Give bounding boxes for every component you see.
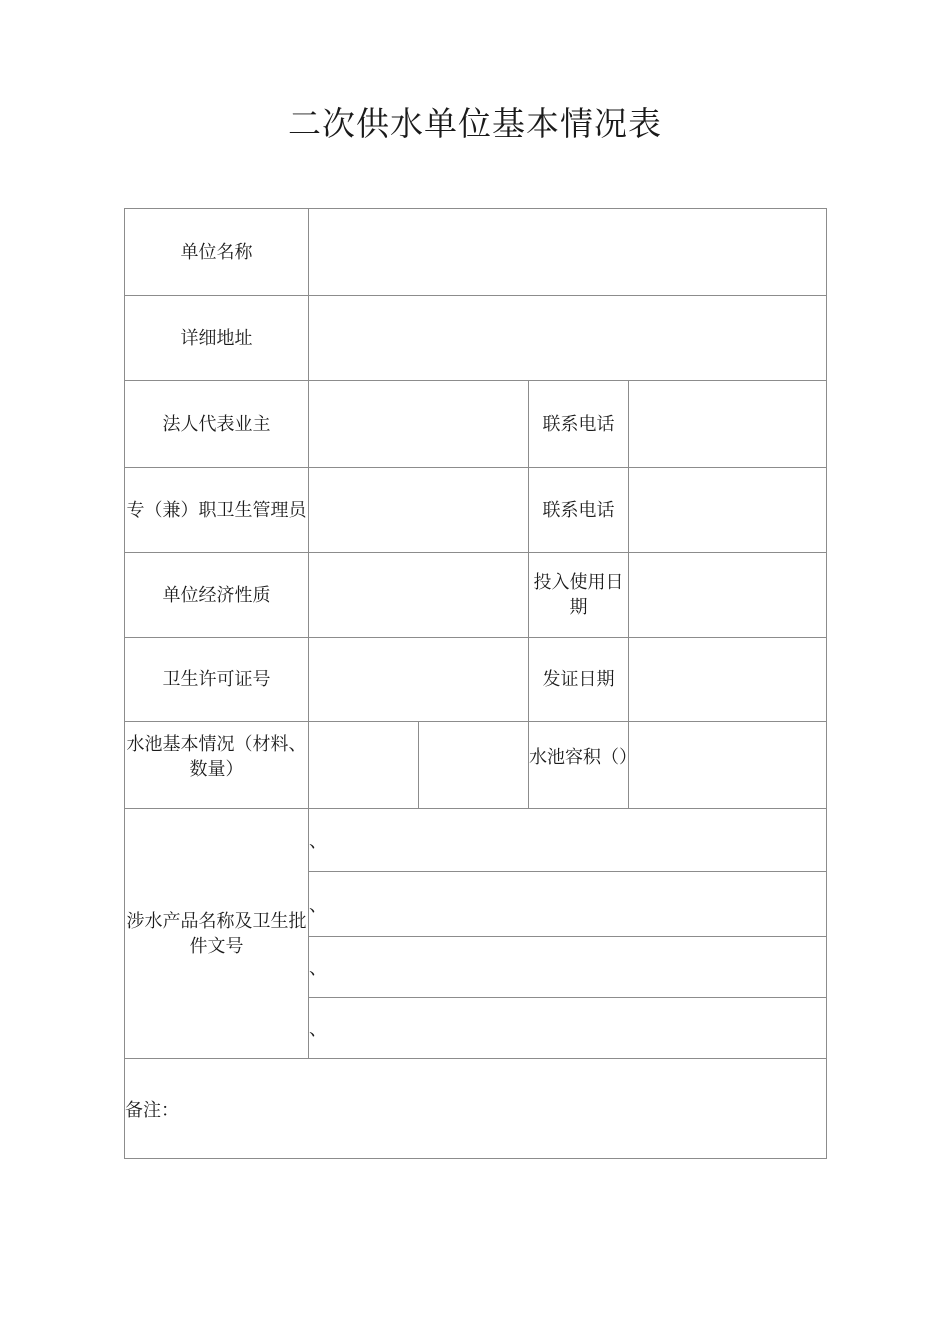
- tank-volume-text: 水池容积（）: [529, 746, 637, 768]
- economic-nature-label: 单位经济性质: [125, 553, 309, 638]
- manager-label: 专（兼）职卫生管理员: [125, 468, 309, 553]
- product-line-3[interactable]: 、: [309, 937, 827, 998]
- phone-field-2[interactable]: [629, 468, 827, 553]
- product-line-2[interactable]: 、: [309, 872, 827, 937]
- info-table: [124, 208, 827, 1159]
- start-date-field[interactable]: [629, 553, 827, 638]
- issue-date-field[interactable]: [629, 638, 827, 722]
- page-title: 二次供水单位基本情况表: [288, 104, 662, 143]
- row-legal-rep: [125, 381, 827, 468]
- license-no-field[interactable]: [309, 638, 529, 722]
- start-date-label: 投入使用日期: [529, 553, 629, 638]
- row-economic-nature: [125, 553, 827, 638]
- tank-info-text: 水池基本情况（材料、数量）: [126, 734, 307, 780]
- manager-field[interactable]: [309, 468, 529, 553]
- economic-nature-field[interactable]: [309, 553, 529, 638]
- row-remarks: [125, 1059, 827, 1159]
- product-line-4[interactable]: 、: [309, 998, 827, 1059]
- row-address: [125, 296, 827, 381]
- phone-label-2: 联系电话: [529, 468, 629, 553]
- license-no-label: 卫生许可证号: [125, 638, 309, 722]
- row-unit-name: [125, 209, 827, 296]
- phone-label-1: 联系电话: [529, 381, 629, 468]
- address-label: 详细地址: [125, 296, 309, 381]
- row-license: [125, 638, 827, 722]
- legal-rep-field[interactable]: [309, 381, 529, 468]
- unit-name-field[interactable]: [309, 209, 827, 296]
- remarks-cell[interactable]: [125, 1059, 827, 1159]
- address-field[interactable]: [309, 296, 827, 381]
- tank-volume-label: [529, 722, 637, 809]
- tank-material-field[interactable]: [309, 722, 419, 809]
- row-manager: [125, 468, 827, 553]
- remarks-label: 备注：: [125, 1099, 179, 1121]
- tank-info-label: [125, 722, 309, 809]
- product-line-1[interactable]: 、: [309, 809, 827, 872]
- row-product-1: [125, 809, 827, 872]
- tank-volume-field[interactable]: [629, 722, 827, 809]
- unit-name-label: 单位名称: [125, 209, 309, 296]
- tank-quantity-field[interactable]: [419, 722, 529, 809]
- products-label: 涉水产品名称及卫生批件文号: [125, 809, 309, 1059]
- issue-date-label: 发证日期: [529, 638, 629, 722]
- legal-rep-label: 法人代表业主: [125, 381, 309, 468]
- row-tank: [125, 722, 827, 809]
- phone-field-1[interactable]: [629, 381, 827, 468]
